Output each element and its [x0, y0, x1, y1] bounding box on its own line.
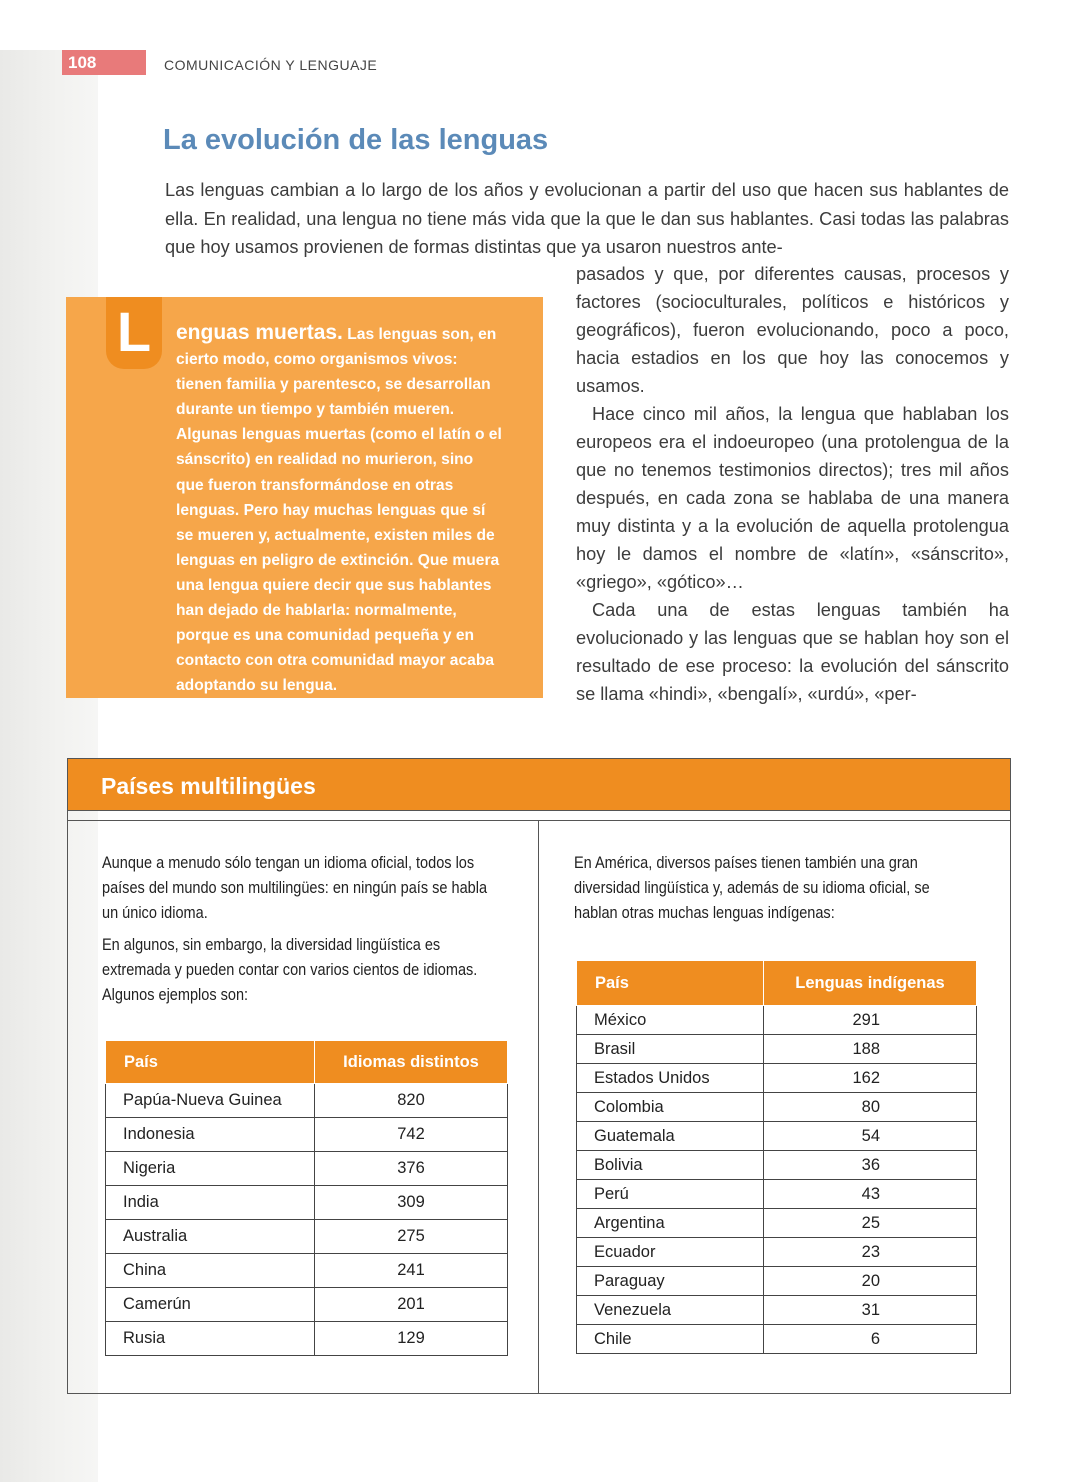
column-header-idiomas: Idiomas distintos	[315, 1041, 508, 1084]
count-cell: 162	[764, 1064, 977, 1093]
table-row	[577, 1180, 977, 1209]
right-intro	[574, 851, 1029, 926]
country-cell: Guatemala	[577, 1122, 764, 1151]
sidebar-text	[104, 320, 504, 698]
paragraph-indoeuropeo: Hace cinco mil años, la lengua que hablaban los europeos era el indoeuropeo (una protolengua de la que no tenemos testimonios directos); tres mil años después, en cada zona se hablaba de una manera muy distinta y a la evolución de aquella protolengua hoy le damos el nombre de «latín», «sánscrito», «griego», «gótico»…	[576, 404, 1009, 592]
count-cell: 129	[315, 1322, 508, 1356]
count-cell: 31	[764, 1296, 977, 1325]
table-row	[577, 1122, 977, 1151]
intro-paragraph-continued: pasados y que, por diferentes causas, procesos y factores (socioculturales, políticos e históricos y geográficos), fueron evolucionando, poco a poco, hacia estadios en los que hoy las conocemos y usamos.	[576, 264, 1009, 396]
paragraph-evolucion: Cada una de estas lenguas también ha evolucionado y las lenguas que se hablan hoy son el resultado de ese proceso: la evolución del sánscrito se llama «hindi», «bengalí», «urdú», «per-	[576, 600, 1009, 704]
left-intro-1: Aunque a menudo sólo tengan un idioma oficial, todos los países del mundo son multilingües: en ningún país se habla un único idioma.	[102, 854, 488, 922]
count-cell: 275	[315, 1220, 508, 1254]
table-row	[106, 1084, 508, 1118]
count-cell: 291	[764, 1006, 977, 1035]
country-cell: China	[106, 1254, 315, 1288]
sidebar-first-line	[104, 320, 504, 698]
country-cell: Paraguay	[577, 1267, 764, 1296]
table-row	[577, 1093, 977, 1122]
table-row	[106, 1322, 508, 1356]
country-cell: Argentina	[577, 1209, 764, 1238]
multilingual-title: Países multilingües	[101, 773, 316, 799]
country-cell: Bolivia	[577, 1151, 764, 1180]
table-row	[106, 1186, 508, 1220]
count-cell: 376	[315, 1152, 508, 1186]
table-row	[577, 1296, 977, 1325]
table-header-row	[577, 961, 977, 1006]
country-cell: Brasil	[577, 1035, 764, 1064]
indigenous-languages-table	[576, 960, 977, 1354]
column-header-pais: País	[577, 961, 764, 1006]
country-cell: Estados Unidos	[577, 1064, 764, 1093]
count-cell: 188	[764, 1035, 977, 1064]
left-intro	[102, 851, 547, 1008]
table-row	[106, 1254, 508, 1288]
sidebar-heading: enguas muertas.	[176, 321, 343, 344]
table-row	[106, 1152, 508, 1186]
country-cell: Indonesia	[106, 1118, 315, 1152]
country-cell: Rusia	[106, 1322, 315, 1356]
count-cell: 36	[764, 1151, 977, 1180]
count-cell: 201	[315, 1288, 508, 1322]
header-underline	[68, 810, 1010, 811]
count-cell: 80	[764, 1093, 977, 1122]
country-cell: Chile	[577, 1325, 764, 1354]
drop-cap: L	[106, 297, 162, 369]
country-cell: Ecuador	[577, 1238, 764, 1267]
article-title: La evolución de las lenguas	[163, 124, 549, 156]
table-row	[106, 1288, 508, 1322]
languages-table	[105, 1040, 508, 1356]
table-row	[577, 1209, 977, 1238]
country-cell: Perú	[577, 1180, 764, 1209]
left-intro-2: En algunos, sin embargo, la diversidad lingüística es extremada y pueden contar con varios cientos de idiomas. Algunos ejemplos son:	[102, 936, 478, 1004]
table-row	[577, 1267, 977, 1296]
table-row	[577, 1238, 977, 1267]
count-cell: 23	[764, 1238, 977, 1267]
count-cell: 742	[315, 1118, 508, 1152]
count-cell: 20	[764, 1267, 977, 1296]
table-row	[577, 1006, 977, 1035]
column-header-pais: País	[106, 1041, 315, 1084]
table-row	[577, 1151, 977, 1180]
count-cell: 54	[764, 1122, 977, 1151]
count-cell: 43	[764, 1180, 977, 1209]
country-cell: Camerún	[106, 1288, 315, 1322]
table-row	[577, 1035, 977, 1064]
page-number: 108	[62, 50, 146, 75]
country-cell: México	[577, 1006, 764, 1035]
count-cell: 25	[764, 1209, 977, 1238]
country-cell: Colombia	[577, 1093, 764, 1122]
country-cell: India	[106, 1186, 315, 1220]
intro-paragraph: Las lenguas cambian a lo largo de los años y evolucionan a partir del uso que hacen sus hablantes de ella. En realidad, una lengua no tiene más vida que la que le dan sus hablantes. Casi todas las palabras que hoy usamos provienen de formas distintas que ya usaron nuestros ante-	[165, 180, 1009, 257]
column-header-lenguas: Lenguas indígenas	[764, 961, 977, 1006]
frame-rule	[68, 820, 1010, 821]
table-row	[577, 1064, 977, 1093]
count-cell: 241	[315, 1254, 508, 1288]
table-row	[106, 1118, 508, 1152]
sidebar-body: Las lenguas son, en cierto modo, como organismos vivos: tienen familia y parentesco, se desarrollan durante un tiempo y también mueren. Algunas lenguas muertas (como el latín o el sánscrito) en realidad no murieron, sino que fueron transformándose en otras lenguas. Pero hay muchas lenguas que sí se mueren y, actualmente, existen miles de lenguas en peligro de extinción. Que muera una lengua quiere decir que sus hablantes han dejado de hablarla: normalmente, porque es una comunidad pequeña y en contacto con otra comunidad mayor acaba adoptando su lengua.	[176, 326, 502, 695]
right-intro-text: En América, diversos países tienen también una gran diversidad lingüística y, además de su idioma oficial, se hablan otras muchas lenguas indígenas:	[574, 854, 930, 922]
count-cell: 820	[315, 1084, 508, 1118]
section-title: COMUNICACIÓN Y LENGUAJE	[164, 57, 378, 73]
table-row	[577, 1325, 977, 1354]
country-cell: Australia	[106, 1220, 315, 1254]
country-cell: Nigeria	[106, 1152, 315, 1186]
country-cell: Venezuela	[577, 1296, 764, 1325]
table-header-row	[106, 1041, 508, 1084]
country-cell: Papúa-Nueva Guinea	[106, 1084, 315, 1118]
article-right-column	[576, 260, 1009, 708]
table-row	[106, 1220, 508, 1254]
count-cell: 309	[315, 1186, 508, 1220]
count-cell: 6	[764, 1325, 977, 1354]
